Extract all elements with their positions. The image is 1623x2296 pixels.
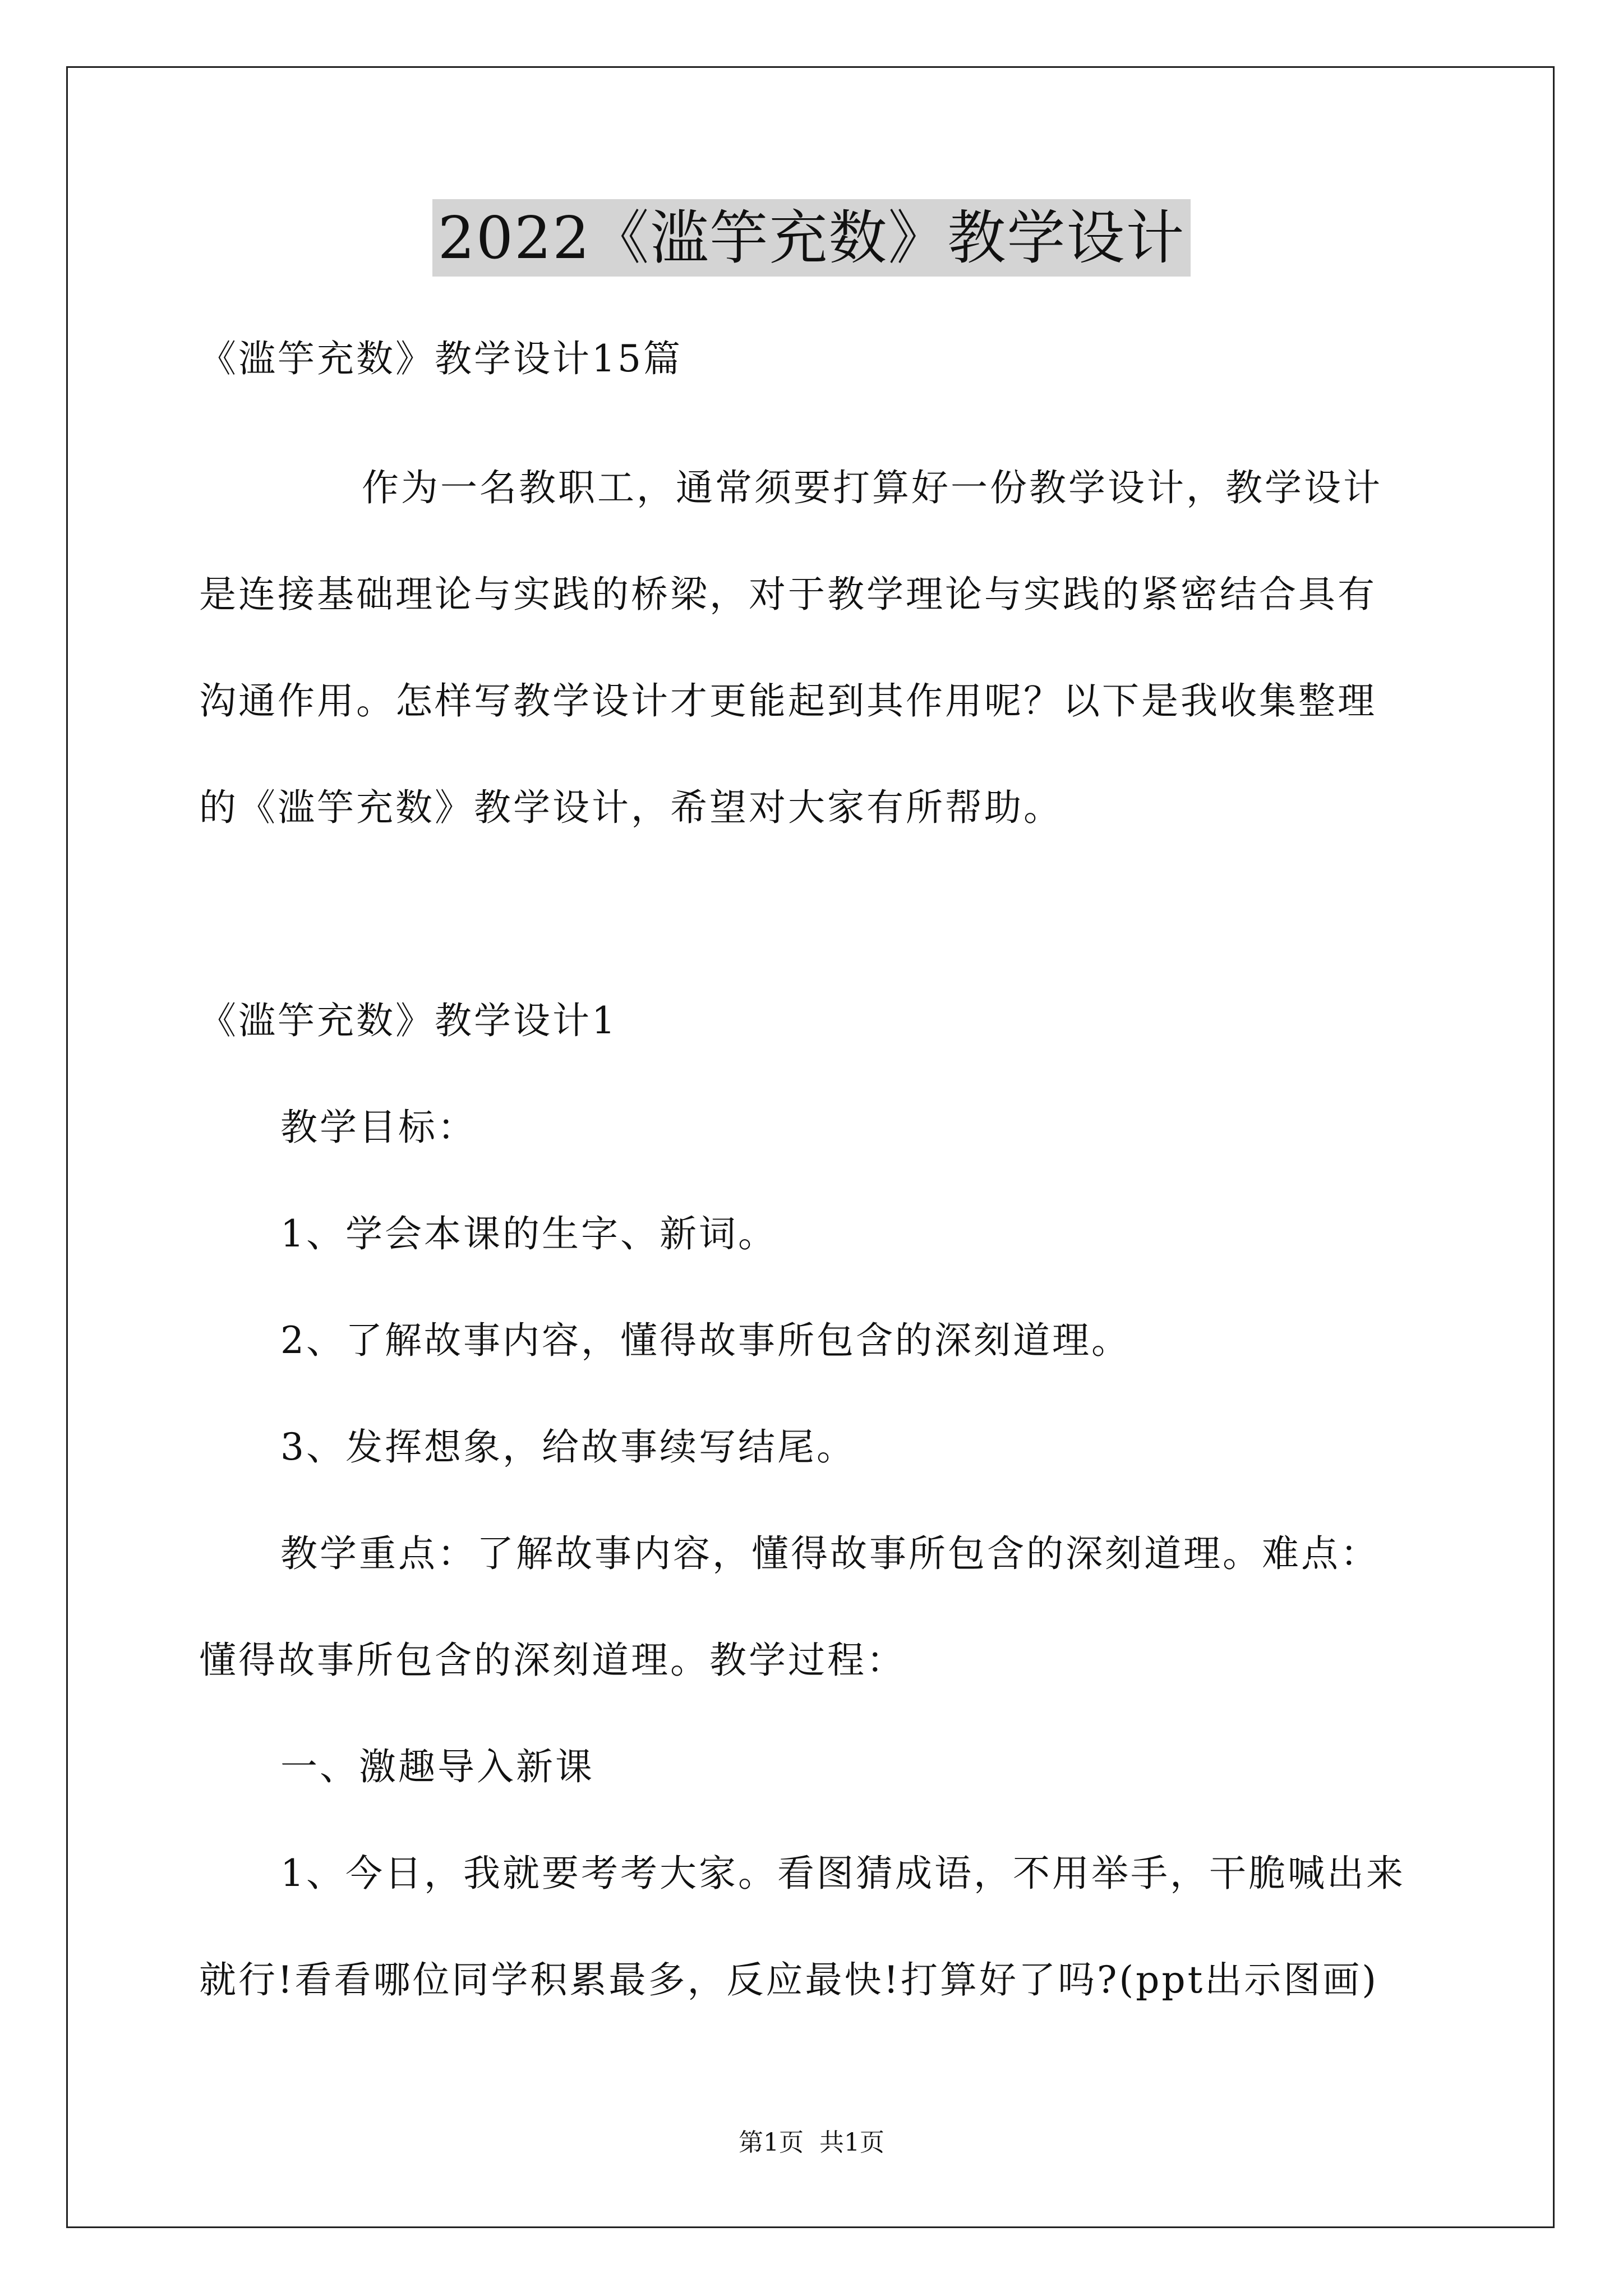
intro-line-2: 是连接基础理论与实践的桥梁，对于教学理论与实践的紧密结合具有 — [199, 573, 1377, 616]
title-container — [0, 199, 1623, 277]
paragraph-line: 一、激趣导入新课 — [280, 1745, 594, 1788]
paragraph-line: 3、发挥想象，给故事续写结尾。 — [280, 1425, 856, 1469]
paragraph-line: 2、了解故事内容，懂得故事所包含的深刻道理。 — [280, 1319, 1131, 1362]
paragraph-line: 教学重点：了解故事内容，懂得故事所包含的深刻道理。难点： — [280, 1532, 1380, 1575]
paragraph-line: 1、今日，我就要考考大家。看图猜成语，不用举手，干脆喊出来 — [280, 1852, 1405, 1895]
intro-line-4: 的《滥竽充数》教学设计，希望对大家有所帮助。 — [199, 786, 1063, 829]
document-title: 2022《滥竽充数》教学设计 — [432, 199, 1191, 277]
section-heading: 《滥竽充数》教学设计1 — [199, 999, 617, 1042]
paragraph-line: 教学目标： — [280, 1106, 477, 1149]
intro-line-1: 作为一名教职工，通常须要打算好一份教学设计，教学设计 — [362, 466, 1382, 509]
intro-line-3: 沟通作用。怎样写教学设计才更能起到其作用呢？以下是我收集整理 — [199, 679, 1377, 723]
subtitle-line: 《滥竽充数》教学设计15篇 — [199, 337, 683, 380]
page-footer — [0, 2126, 1623, 2160]
paragraph-line: 就行!看看哪位同学积累最多，反应最快!打算好了吗?(ppt出示图画) — [199, 1958, 1378, 2001]
page-number: 第1页 — [739, 2128, 804, 2157]
paragraph-line: 懂得故事所包含的深刻道理。教学过程： — [199, 1639, 906, 1682]
page-total: 共1页 — [819, 2128, 884, 2157]
paragraph-line: 1、学会本课的生字、新词。 — [280, 1212, 777, 1255]
